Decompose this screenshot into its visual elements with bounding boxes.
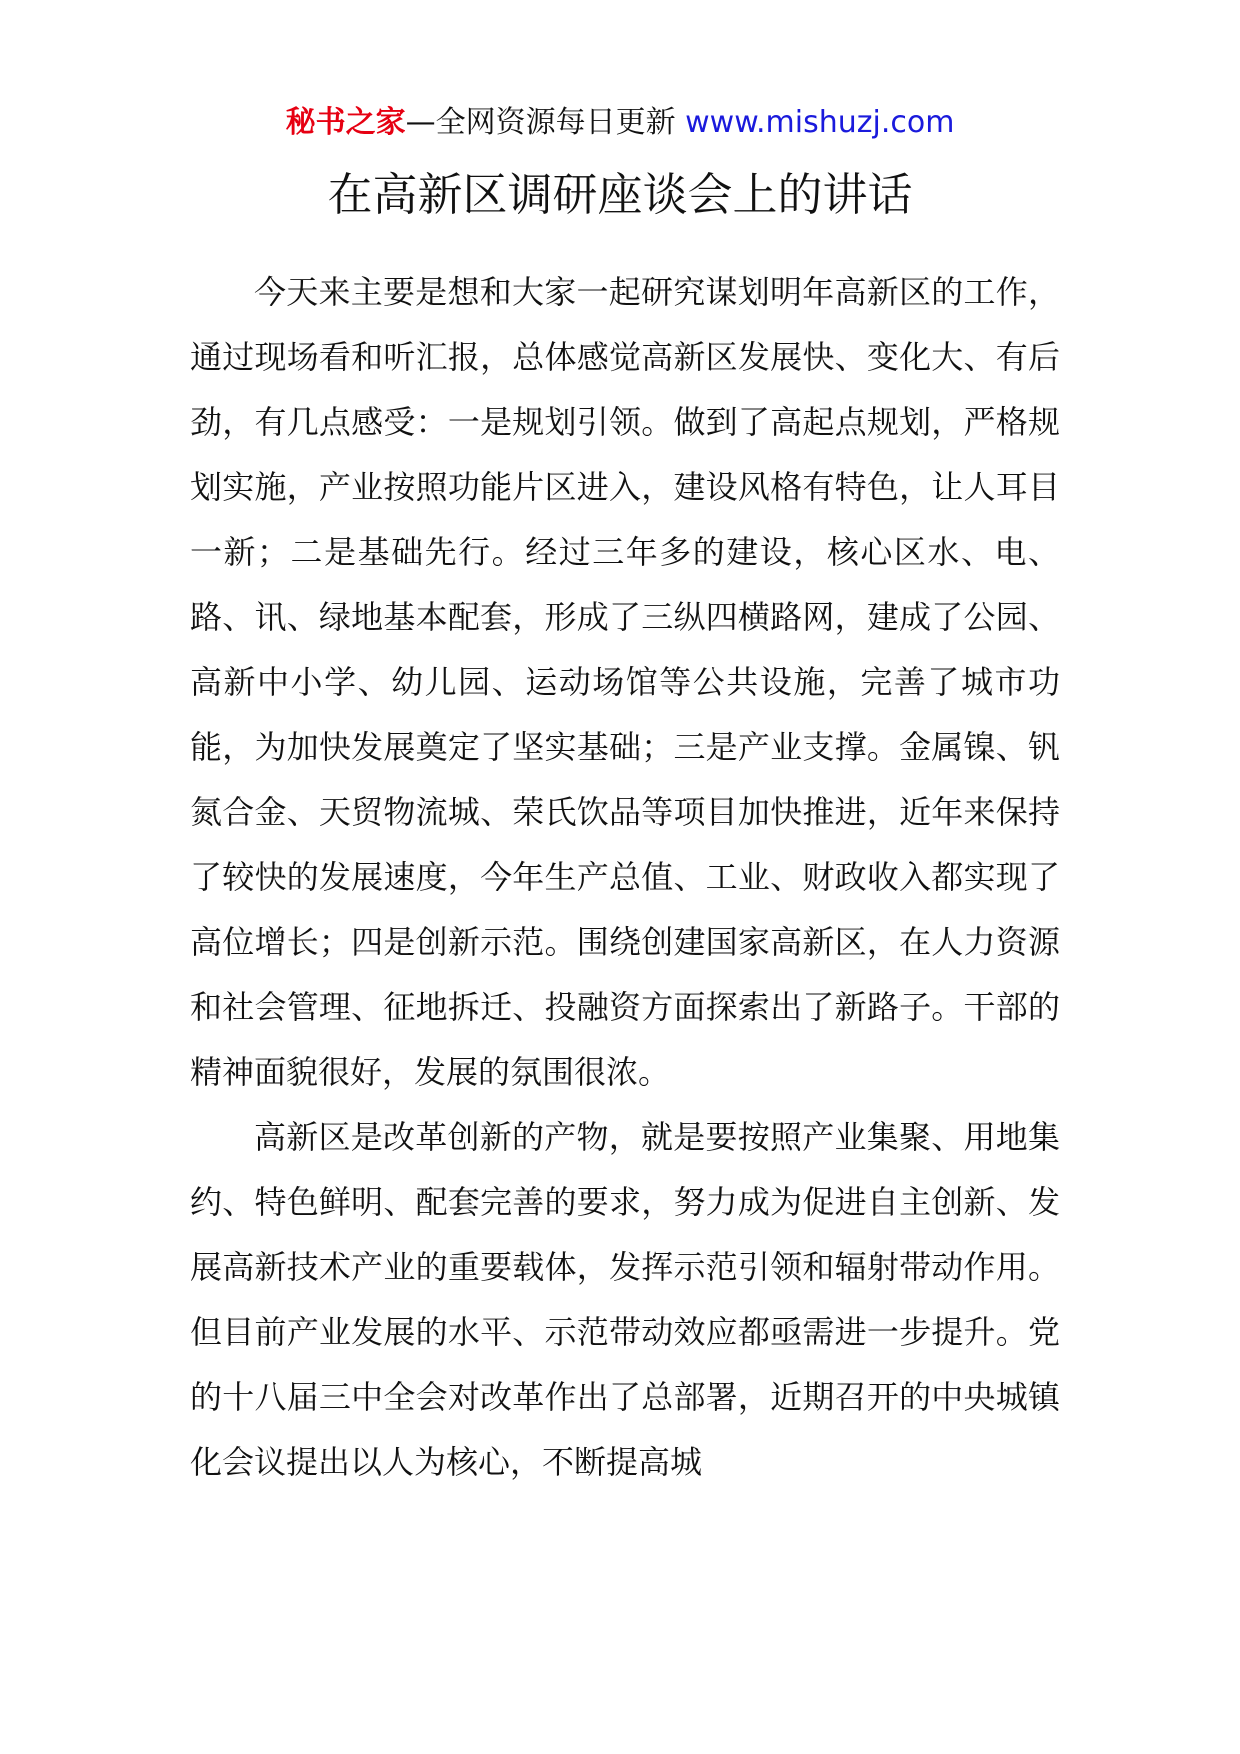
paragraph-2: 高新区是改革创新的产物，就是要按照产业集聚、用地集约、特色鲜明、配套完善的要求，努力成为促进自主创新、发展高新技术产业的重要载体，发挥示范引领和辐射带动作用。但目前产业发展的水平、示范带动效应都亟需进一步提升。党的十八届三中全会对改革作出了总部署，近期召开的中央城镇化会议提出以人为核心，不断提高城: [190, 1118, 1060, 1481]
site-url-link[interactable]: www.mishuzj.com: [685, 105, 955, 140]
paragraph-1: 今天来主要是想和大家一起研究谋划明年高新区的工作，通过现场看和听汇报，总体感觉高新区发展快、变化大、有后劲，有几点感受：一是规划引领。做到了高起点规划，严格规划实施，产业按照功能片区进入，建设风格有特色，让人耳目一新；二是基础先行。经过三年多的建设，核心区水、电、路、讯、绿地基本配套，形成了三纵四横路网，建成了公园、高新中小学、幼儿园、运动场馆等公共设施，完善了城市功能，为加快发展奠定了坚实基础；三是产业支撑。金属镍、钒氮合金、天贸物流城、荣氏饮品等项目加快推进，近年来保持了较快的发展速度，今年生产总值、工业、财政收入都实现了高位增长；四是创新示范。围绕创建国家高新区，在人力资源和社会管理、征地拆迁、投融资方面探索出了新路子。干部的精神面貌很好，发展的氛围很浓。: [190, 273, 1060, 1091]
site-name: 秘书之家: [285, 105, 406, 140]
document-body: [190, 260, 1060, 1495]
site-slogan: —全网资源每日更新: [405, 105, 676, 140]
document-title: 在高新区调研座谈会上的讲话: [327, 168, 913, 221]
site-header: [0, 100, 1240, 146]
